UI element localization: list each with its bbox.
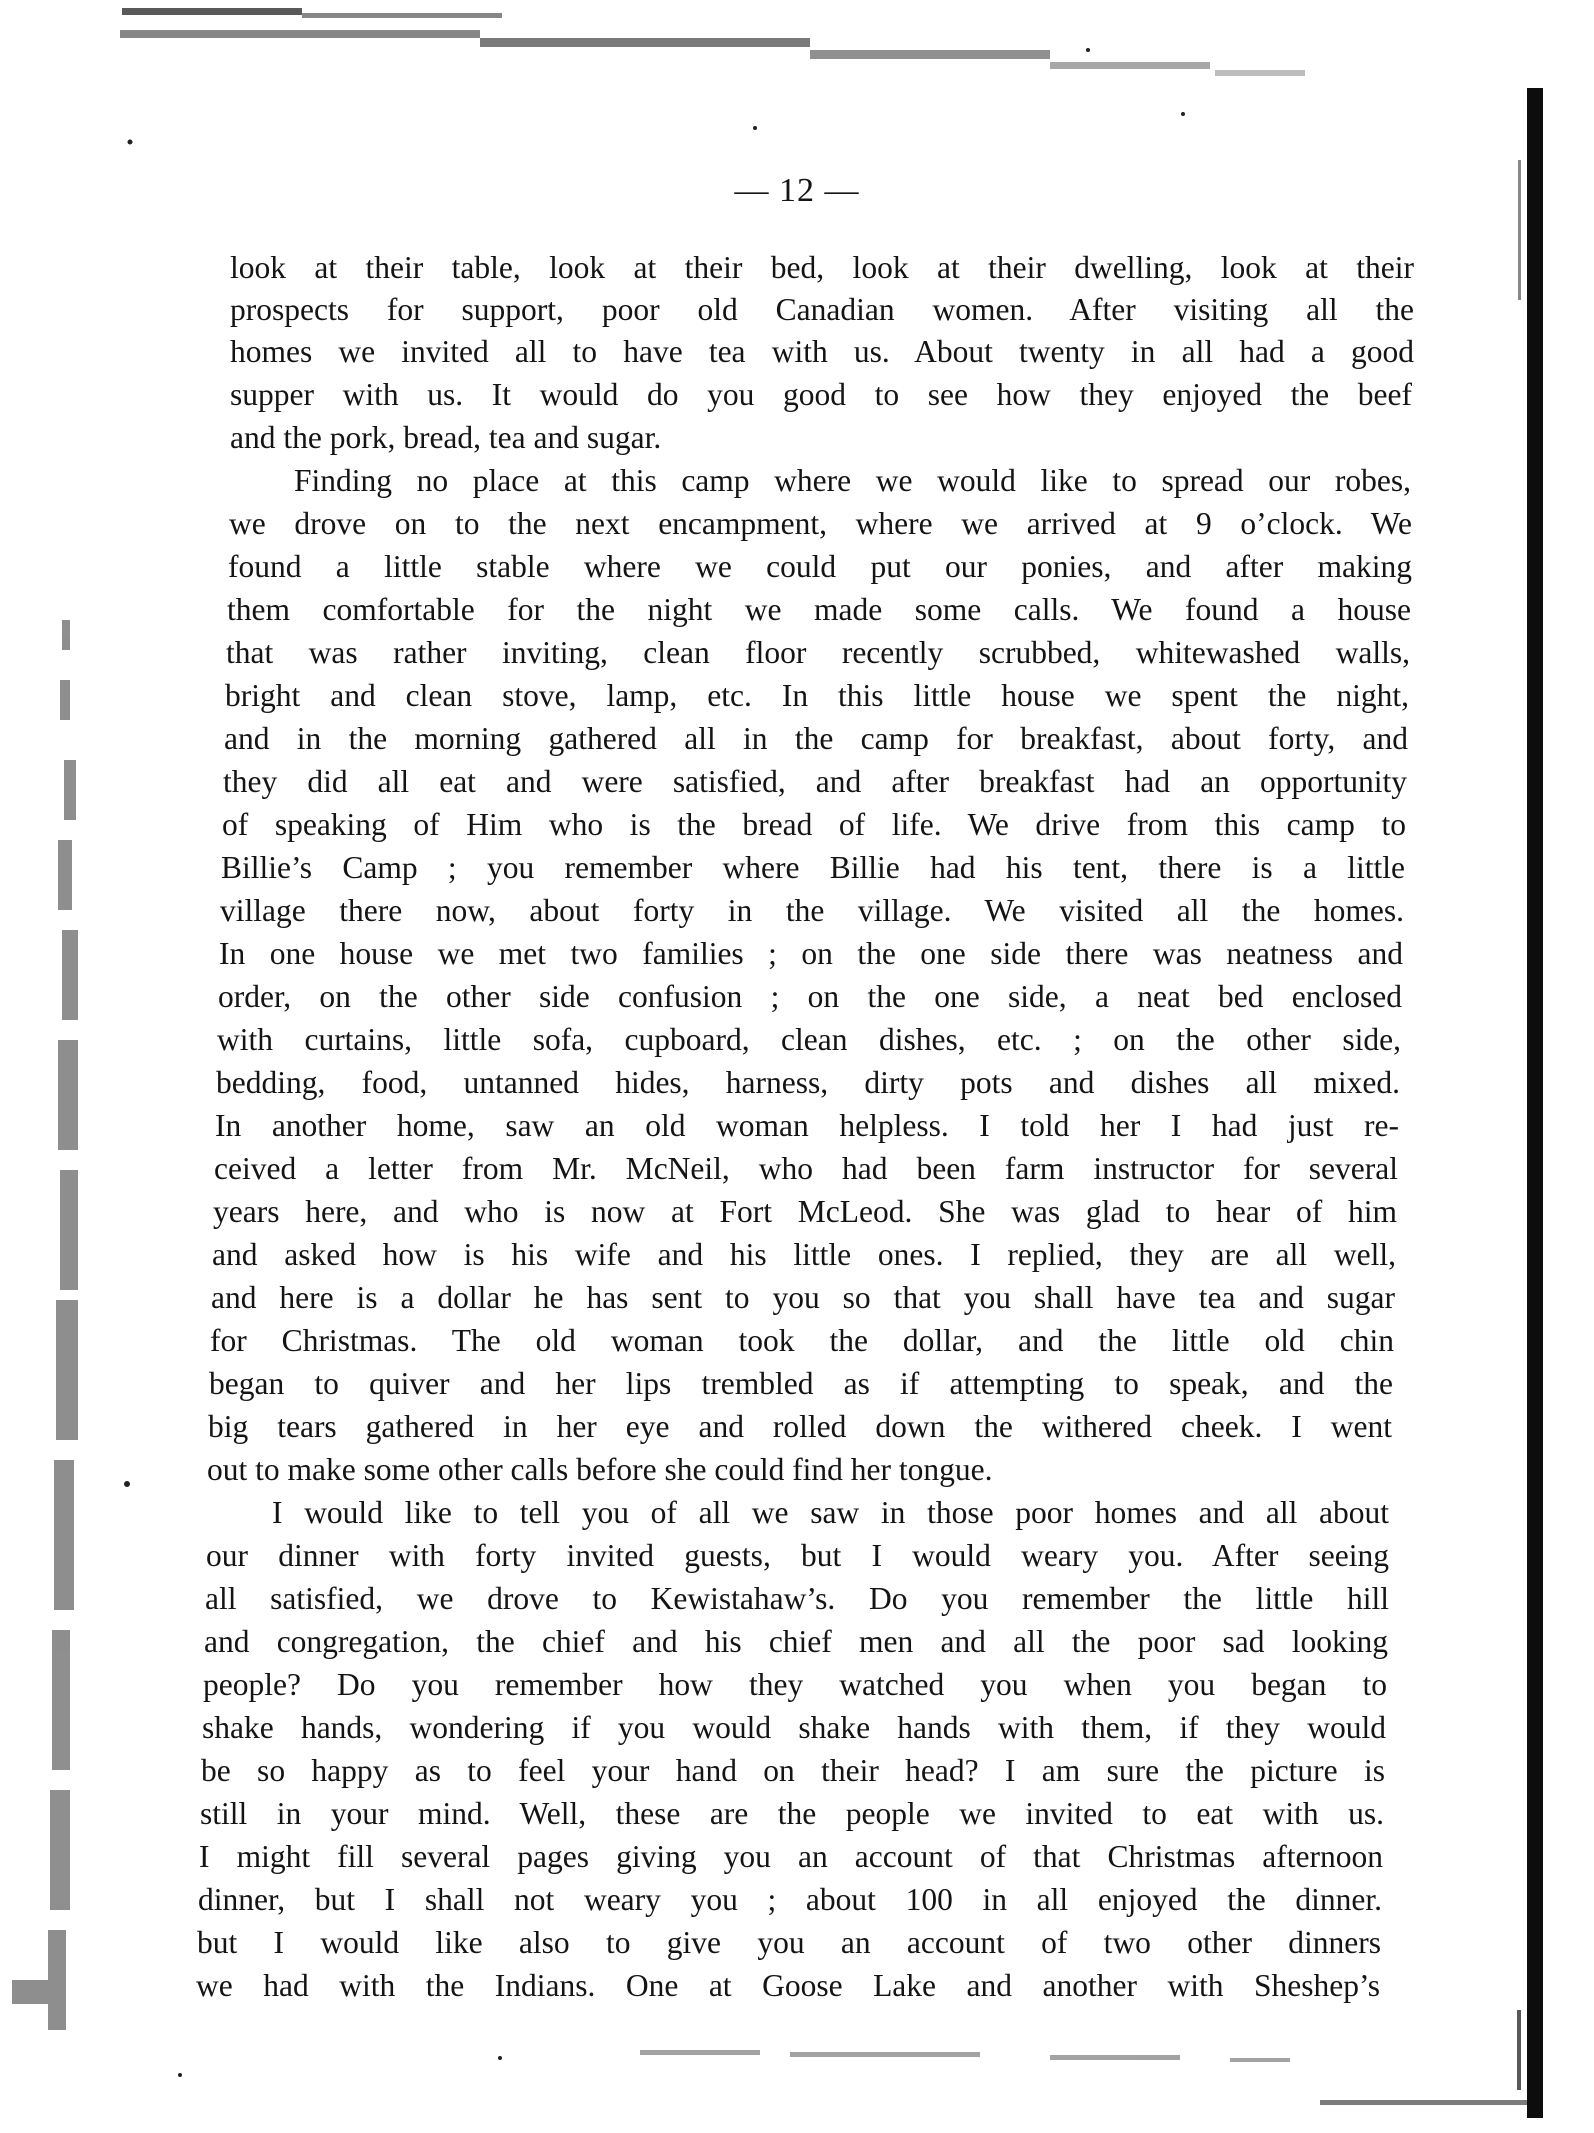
text-line: dinner, but I shall not weary you ; about 100 in all enjoyed the dinner. xyxy=(198,1882,1382,1917)
text-line: our dinner with forty invited guests, but I would weary you. After seeing xyxy=(206,1538,1389,1573)
text-line: big tears gathered in her eye and rolled down the withered cheek. I went xyxy=(208,1409,1392,1444)
text-line: I would like to tell you of all we saw in those poor homes and all about xyxy=(272,1495,1389,1530)
text-line: order, on the other side confusion ; on the one side, a neat bed enclosed xyxy=(218,979,1402,1014)
text-line: of speaking of Him who is the bread of life. We drive from this camp to xyxy=(222,807,1406,842)
text-line: bright and clean stove, lamp, etc. In this little house we spent the night, xyxy=(225,678,1409,713)
text-line: prospects for support, poor old Canadian women. After visiting all the xyxy=(230,292,1414,327)
text-line: them comfortable for the night we made some calls. We found a house xyxy=(227,592,1411,627)
text-line: and the pork, bread, tea and sugar. xyxy=(230,420,662,455)
text-line: for Christmas. The old woman took the dollar, and the little old chin xyxy=(210,1323,1394,1358)
text-line: look at their table, look at their bed, look at their dwelling, look at their xyxy=(230,250,1414,285)
text-line: In one house we met two families ; on the one side there was neatness and xyxy=(219,936,1403,971)
text-line: homes we invited all to have tea with us. About twenty in all had a good xyxy=(230,334,1414,369)
text-line: and asked how is his wife and his little ones. I replied, they are all well, xyxy=(212,1237,1396,1272)
page-number: — 12 — xyxy=(734,172,860,209)
text-line: we had with the Indians. One at Goose Lake and another with Sheshep’s xyxy=(196,1968,1380,2003)
text-line: we drove on to the next encampment, where we arrived at 9 o’clock. We xyxy=(229,506,1412,541)
text-line: In another home, saw an old woman helpless. I told her I had just re- xyxy=(215,1108,1399,1143)
text-line: years here, and who is now at Fort McLeod. She was glad to hear of him xyxy=(213,1194,1397,1229)
text-line: village there now, about forty in the village. We visited all the homes. xyxy=(220,893,1404,928)
text-line: bedding, food, untanned hides, harness, dirty pots and dishes all mixed. xyxy=(216,1065,1400,1100)
text-line: supper with us. It would do you good to see how they enjoyed the beef xyxy=(230,377,1412,412)
text-line: began to quiver and her lips trembled as if attempting to speak, and the xyxy=(209,1366,1393,1401)
text-line: still in your mind. Well, these are the people we invited to eat with us. xyxy=(200,1796,1384,1831)
right-margin-rule xyxy=(1527,88,1543,2118)
text-line: Billie’s Camp ; you remember where Billie had his tent, there is a little xyxy=(221,850,1405,885)
text-line: out to make some other calls before she could find her tongue. xyxy=(207,1452,993,1487)
text-line: found a little stable where we could put our ponies, and after making xyxy=(228,549,1412,584)
text-line: and here is a dollar he has sent to you so that you shall have tea and sugar xyxy=(211,1280,1395,1315)
text-line: and in the morning gathered all in the camp for breakfast, about forty, and xyxy=(224,721,1408,756)
text-line: all satisfied, we drove to Kewistahaw’s. Do you remember the little hill xyxy=(205,1581,1389,1616)
text-line: ceived a letter from Mr. McNeil, who had been farm instructor for several xyxy=(214,1151,1398,1186)
text-line: Finding no place at this camp where we would like to spread our robes, xyxy=(294,463,1411,498)
text-line: with curtains, little sofa, cupboard, clean dishes, etc. ; on the other side, xyxy=(217,1022,1401,1057)
text-line: people? Do you remember how they watched you when you began to xyxy=(203,1667,1387,1702)
text-line: but I would like also to give you an account of two other dinners xyxy=(197,1925,1381,1960)
text-line: that was rather inviting, clean floor recently scrubbed, whitewashed walls, xyxy=(226,635,1410,670)
text-line: be so happy as to feel your hand on their head? I am sure the picture is xyxy=(201,1753,1385,1788)
text-line: I might fill several pages giving you an account of that Christmas afternoon xyxy=(199,1839,1383,1874)
text-line: they did all eat and were satisfied, and after breakfast had an opportunity xyxy=(223,764,1407,799)
text-line: shake hands, wondering if you would shake hands with them, if they would xyxy=(202,1710,1386,1745)
text-line: and congregation, the chief and his chief men and all the poor sad looking xyxy=(204,1624,1388,1659)
